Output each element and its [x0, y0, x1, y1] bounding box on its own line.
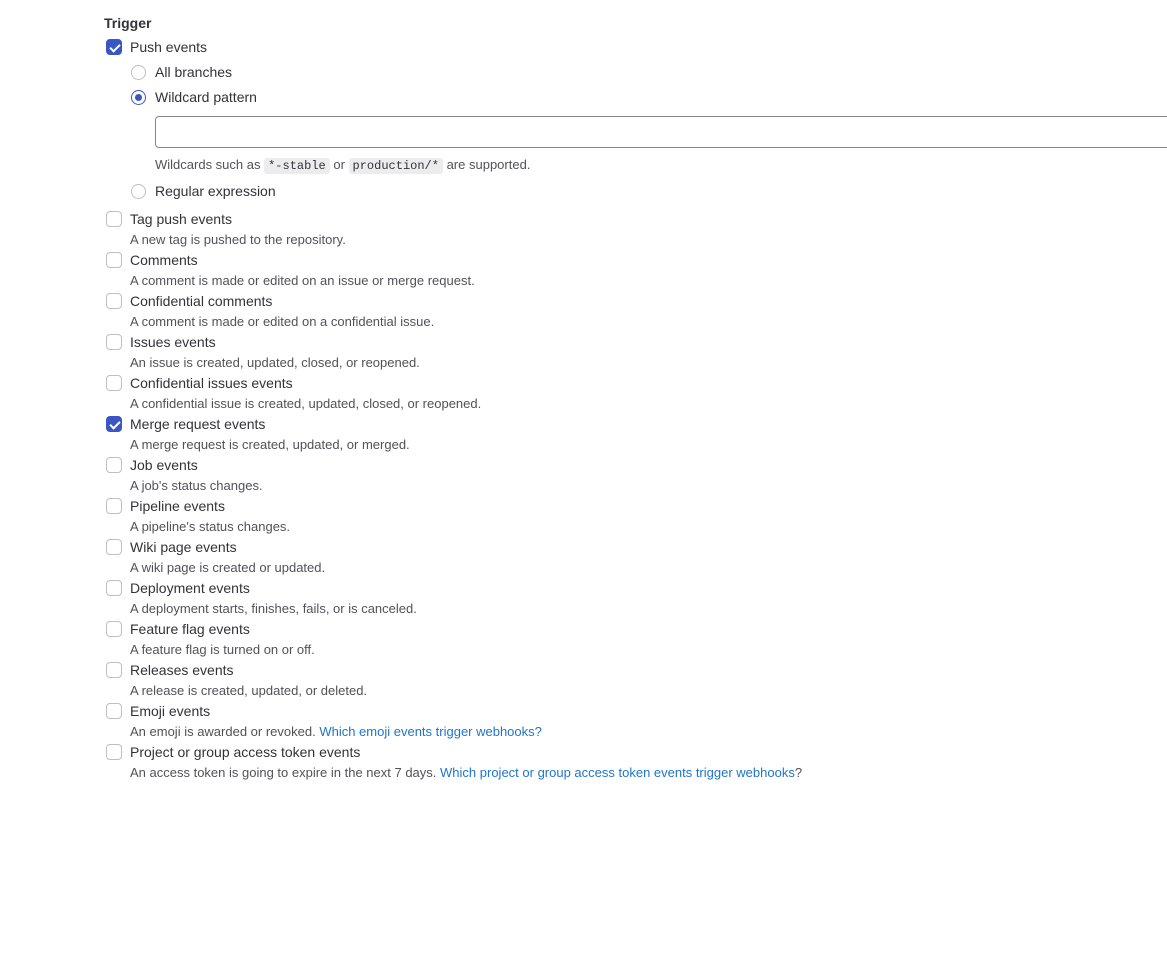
deployment-events-help: A deployment starts, finishes, fails, or is canceled.	[130, 601, 417, 616]
releases-events-help: A release is created, updated, or deleted.	[130, 683, 368, 698]
wildcard-pattern-radio[interactable]	[131, 90, 146, 105]
access-token-events-help-text: An access token is going to expire in the next 7 days.	[130, 765, 437, 780]
releases-events-row[interactable]	[0, 661, 1167, 700]
confidential-issues-events-help: A confidential issue is created, updated, closed, or reopened.	[130, 396, 482, 411]
merge-request-events-checkbox[interactable]	[106, 416, 122, 432]
regular-expression-label[interactable]: Regular expression	[155, 183, 276, 199]
emoji-events-label[interactable]: Emoji events	[130, 703, 211, 719]
comments-events-help: A comment is made or edited on an issue or merge request.	[130, 273, 475, 288]
comments-events-row[interactable]	[0, 251, 1167, 290]
pipeline-events-help: A pipeline's status changes.	[130, 519, 291, 534]
all-branches-label[interactable]: All branches	[155, 64, 233, 80]
pipeline-events-row[interactable]	[0, 497, 1167, 536]
trigger-event-list	[0, 38, 1167, 782]
tag-push-events-label[interactable]: Tag push events	[130, 211, 232, 227]
push-events-label[interactable]: Push events	[130, 39, 208, 55]
wiki-page-events-checkbox[interactable]	[106, 539, 122, 555]
wildcard-input-wrapper	[155, 116, 1167, 148]
comments-events-label[interactable]: Comments	[130, 252, 198, 268]
emoji-events-help	[130, 722, 1167, 741]
tag-push-events-checkbox[interactable]	[106, 211, 122, 227]
deployment-events-checkbox[interactable]	[106, 580, 122, 596]
feature-flag-events-row[interactable]	[0, 620, 1167, 659]
confidential-issues-events-label[interactable]: Confidential issues events	[130, 375, 293, 391]
issues-events-checkbox[interactable]	[106, 334, 122, 350]
push-branch-option-all-branches[interactable]	[0, 63, 1167, 85]
tag-push-events-help: A new tag is pushed to the repository.	[130, 232, 346, 247]
confidential-comments-events-checkbox[interactable]	[106, 293, 122, 309]
job-events-help: A job's status changes.	[130, 478, 263, 493]
push-branch-option-wildcard-pattern[interactable]	[0, 88, 1167, 110]
push-branch-option-regular-expression[interactable]	[0, 182, 1167, 204]
emoji-events-help-link[interactable]: Which emoji events trigger webhooks?	[319, 724, 542, 739]
merge-request-events-help: A merge request is created, updated, or merged.	[130, 437, 410, 452]
deployment-events-row[interactable]	[0, 579, 1167, 618]
emoji-events-help-text: An emoji is awarded or revoked.	[130, 724, 316, 739]
deployment-events-label[interactable]: Deployment events	[130, 580, 250, 596]
wildcard-pattern-input[interactable]	[155, 116, 1167, 148]
emoji-events-row[interactable]	[0, 702, 1167, 741]
all-branches-radio[interactable]	[131, 65, 146, 80]
tag-push-events-row[interactable]	[0, 210, 1167, 249]
issues-events-help: An issue is created, updated, closed, or reopened.	[130, 355, 420, 370]
issues-events-row[interactable]	[0, 333, 1167, 372]
push-events-block	[0, 38, 1167, 204]
wiki-page-events-help: A wiki page is created or updated.	[130, 560, 326, 575]
confidential-comments-events-help: A comment is made or edited on a confidential issue.	[130, 314, 435, 329]
wildcard-example-1: *-stable	[264, 158, 330, 174]
confidential-comments-events-row[interactable]	[0, 292, 1167, 331]
feature-flag-events-help: A feature flag is turned on or off.	[130, 642, 315, 657]
wildcard-help-text	[155, 155, 1167, 176]
access-token-events-checkbox[interactable]	[106, 744, 122, 760]
access-token-events-row[interactable]	[0, 743, 1167, 782]
pipeline-events-label[interactable]: Pipeline events	[130, 498, 225, 514]
confidential-issues-events-row[interactable]	[0, 374, 1167, 413]
confidential-issues-events-checkbox[interactable]	[106, 375, 122, 391]
wiki-page-events-label[interactable]: Wiki page events	[130, 539, 237, 555]
releases-events-checkbox[interactable]	[106, 662, 122, 678]
access-token-events-help-suffix: ?	[794, 765, 803, 780]
wiki-page-events-row[interactable]	[0, 538, 1167, 577]
wildcard-help-prefix: Wildcards such as	[155, 157, 261, 172]
wildcard-example-2: production/*	[349, 158, 443, 174]
push-events-row[interactable]	[0, 38, 1167, 58]
access-token-events-label[interactable]: Project or group access token events	[130, 744, 361, 760]
job-events-label[interactable]: Job events	[130, 457, 198, 473]
comments-events-checkbox[interactable]	[106, 252, 122, 268]
access-token-events-help-link[interactable]: Which project or group access token events trigger webhooks	[440, 765, 795, 780]
confidential-comments-events-label[interactable]: Confidential comments	[130, 293, 273, 309]
wildcard-pattern-label[interactable]: Wildcard pattern	[155, 89, 257, 105]
merge-request-events-label[interactable]: Merge request events	[130, 416, 266, 432]
issues-events-label[interactable]: Issues events	[130, 334, 216, 350]
pipeline-events-checkbox[interactable]	[106, 498, 122, 514]
access-token-events-help	[130, 763, 1167, 782]
releases-events-label[interactable]: Releases events	[130, 662, 234, 678]
wildcard-help-suffix: are supported.	[446, 157, 531, 172]
job-events-checkbox[interactable]	[106, 457, 122, 473]
regular-expression-radio[interactable]	[131, 184, 146, 199]
merge-request-events-row[interactable]	[0, 415, 1167, 454]
feature-flag-events-label[interactable]: Feature flag events	[130, 621, 250, 637]
feature-flag-events-checkbox[interactable]	[106, 621, 122, 637]
wildcard-help-middle: or	[333, 157, 345, 172]
push-events-checkbox[interactable]	[106, 39, 122, 55]
section-title: Trigger	[104, 15, 152, 31]
emoji-events-checkbox[interactable]	[106, 703, 122, 719]
job-events-row[interactable]	[0, 456, 1167, 495]
